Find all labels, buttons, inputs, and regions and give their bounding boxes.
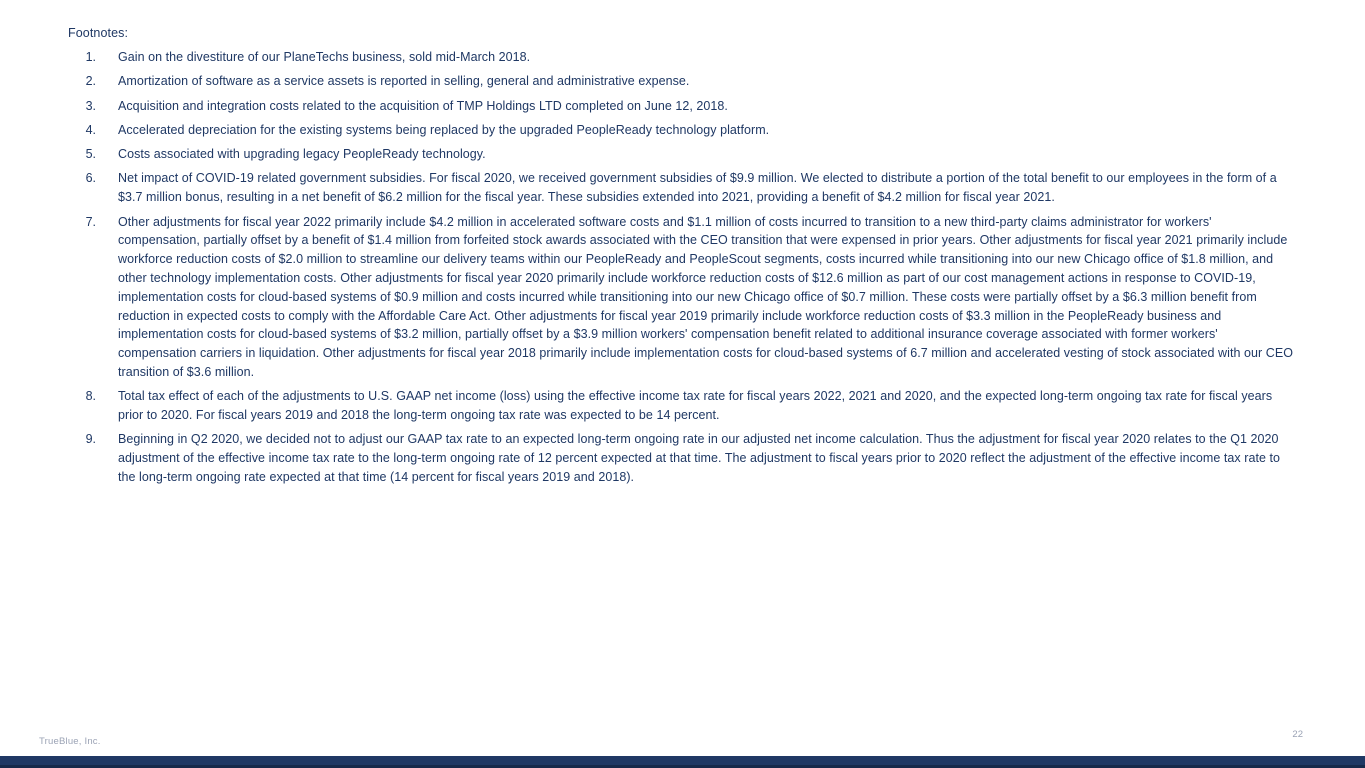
list-item-text: Net impact of COVID-19 related government subsidies. For fiscal 2020, we received government subsidies of $9.9 million. We elected to distribute a portion of the total benefit to our employees in the form of a $3.7 million bonus, resulting in a net benefit of $6.2 million for the fiscal year. These subsidies extended into 2021, providing a benefit of $4.2 million for fiscal year 2021. — [118, 171, 1277, 205]
list-item-text: Beginning in Q2 2020, we decided not to adjust our GAAP tax rate to an expected long-term ongoing rate in our adjusted net income calculation. Thus the adjustment for fiscal year 2020 relates to the Q1 2020 adjustment of the effective income tax rate to the long-term ongoing rate of 12 percent expected at that time. The adjustment to fiscal years prior to 2020 reflect the adjustment of the effective income tax rate to the long-term ongoing rate expected at that time (14 percent for fiscal years 2019 and 2018). — [118, 432, 1281, 484]
footnotes-list — [68, 48, 1296, 492]
list-item-number: 2. — [85, 74, 96, 89]
list-item-number: 6. — [85, 171, 96, 186]
list-item — [68, 213, 1296, 382]
list-item-number: 5. — [85, 147, 96, 162]
list-item — [68, 169, 1296, 207]
list-item-text: Other adjustments for fiscal year 2022 primarily include $4.2 million in accelerated software costs and $1.1 million of costs incurred to transition to a new third-party claims administrator for workers' compensation, partially offset by a benefit of $1.4 million from forfeited stock awards associated with the CEO transition that were expensed in prior years. Other adjustments for fiscal year 2021 primarily include workforce reduction costs of $2.0 million to streamline our delivery teams within our PeopleReady and PeopleScout segments, costs incurred while transitioning into our new Chicago office of $1.8 million, and other technology implementation costs. Other adjustments for fiscal year 2020 primarily include workforce reduction costs of $12.6 million as part of our cost management actions in response to COVID-19, implementation costs for cloud-based systems of $0.9 million and costs incurred while transitioning into our new Chicago office of $0.7 million. These costs were partially offset by a $6.3 million benefit from reduction in expected costs to comply with the Affordable Care Act. Other adjustments for fiscal year 2019 primarily include workforce reduction costs of $3.3 million in the PeopleReady business and implementation costs for cloud-based systems of $3.2 million, partially offset by a $3.9 million workers' compensation benefit related to additional insurance coverage associated with former workers' compensation carriers in liquidation. Other adjustments for fiscal year 2018 primarily include implementation costs for cloud-based systems of 6.7 million and accelerated vesting of stock associated with our CEO transition of $3.6 million. — [118, 214, 1293, 379]
list-item — [68, 72, 1296, 91]
list-item-text: Costs associated with upgrading legacy PeopleReady technology. — [118, 147, 486, 162]
list-item — [68, 145, 1296, 164]
page-number: 22 — [1292, 729, 1303, 740]
list-item-number: 4. — [85, 122, 96, 137]
list-item-number: 9. — [85, 432, 96, 447]
list-item — [68, 48, 1296, 67]
list-item-text: Accelerated depreciation for the existing systems being replaced by the upgraded PeopleReady technology platform. — [118, 122, 770, 137]
footnotes-heading: Footnotes: — [68, 26, 129, 40]
list-item-number: 8. — [85, 389, 96, 404]
list-item — [68, 430, 1296, 486]
list-item-text: Amortization of software as a service assets is reported in selling, general and administrative expense. — [118, 74, 690, 89]
list-item-text: Acquisition and integration costs related to the acquisition of TMP Holdings LTD completed on June 12, 2018. — [118, 98, 728, 113]
bottom-accent-bar — [0, 756, 1365, 768]
footer-brand-label: TrueBlue, Inc. — [39, 736, 101, 747]
list-item — [68, 121, 1296, 140]
list-item — [68, 387, 1296, 425]
list-item-number: 1. — [85, 50, 96, 64]
list-item — [68, 97, 1296, 116]
list-item-text: Gain on the divestiture of our PlaneTechs business, sold mid-March 2018. — [118, 50, 531, 64]
list-item-text: Total tax effect of each of the adjustments to U.S. GAAP net income (loss) using the effective income tax rate for fiscal years 2022, 2021 and 2020, and the expected long-term ongoing tax rate for fiscal years prior to 2020. For fiscal years 2019 and 2018 the long-term ongoing tax rate was expected to be 14 percent. — [118, 389, 1273, 423]
list-item-number: 7. — [85, 214, 96, 229]
list-item-number: 3. — [85, 98, 96, 113]
